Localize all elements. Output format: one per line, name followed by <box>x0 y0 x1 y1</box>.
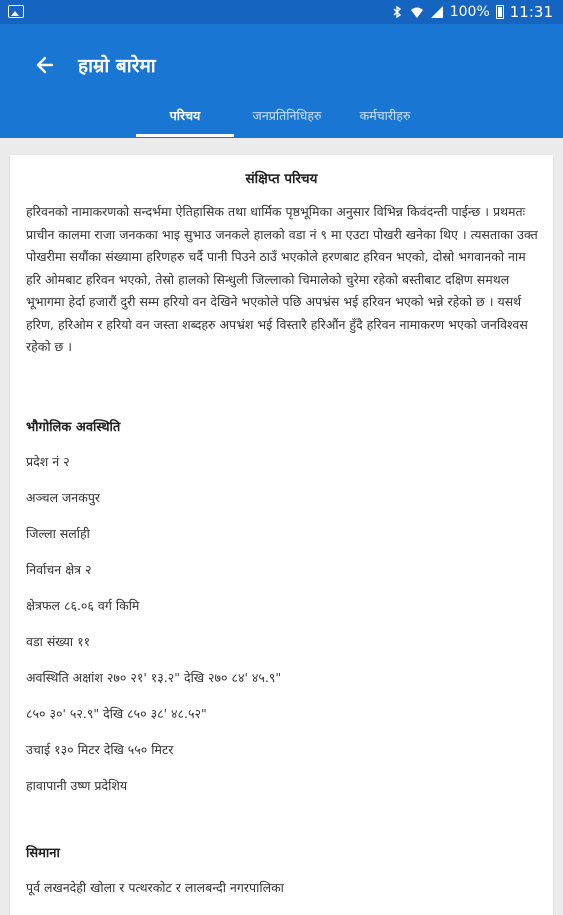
image-icon <box>8 5 24 18</box>
geo-item-climate: हावापानी उष्ण प्रदेशिय <box>26 778 128 793</box>
signal-icon <box>430 5 444 19</box>
section-heading: संक्षिप्त परिचय <box>245 171 318 187</box>
geo-item-zone: अञ्चल जनकपुर <box>26 490 101 505</box>
geo-item-district: जिल्ला सर्लाही <box>26 526 90 541</box>
content-card <box>10 155 553 915</box>
geo-item-area: क्षेत्रफल ८६.०६ वर्ग किमि <box>26 598 140 613</box>
tab-introduction[interactable]: परिचय <box>169 108 201 123</box>
arrow-left-icon[interactable] <box>30 50 60 80</box>
geo-item-province: प्रदेश नं २ <box>26 454 70 469</box>
app-bar <box>0 24 563 138</box>
geo-item-latitude: अवस्थिति अक्षांश २७० २१' १३.२" देखि २७० ८४' ४५.९" <box>26 670 282 685</box>
intro-paragraph: हरिवनको नामाकरणको सन्दर्भमा ऐतिहासिक तथा धार्मिक पृष्ठभूमिका अनुसार विभिन्न किवंदन्ती पाईन्छ । प्रथमतः प्राचीन कालमा राजा जनकका भाइ सुभाउ जनकले हालको वडा नं ९ मा एउटा पोखरी खनेका थिए । त्यसताका उक्त पोखरीमा सयौंका संख्यामा हरिणहरु चर्दै पानी पिउने ठाउँ भएकोले हरणबाट हरिवन भएको, दोस्रो भगवानको नाम हरि ओमबाट हरिवन भएको, तेस्रो हालको सिन्धुली जिल्लाको चिमालेको चुरेमा रहेको बस्तीबाट दक्षिण समथल भूभागमा हेर्दा हजारौं दुरी सम्म हरियो वन देखिने भएकोले पछि अपभ्रंस भई हरिवन भएको भन्ने रहेको छ । यसर्थ हरिण, हरिओम र हरियो वन जस्ता शब्दहरु अपभ्रंश भई विस्तारै हरिऔंन हुँदै हरिवन नामाकरण भएको जनविश्वस रहेको छ । <box>26 204 538 354</box>
geo-item-constituency: निर्वाचन क्षेत्र २ <box>26 562 92 577</box>
geo-item-wards: वडा संख्या ११ <box>26 634 91 649</box>
geo-section-title: भौगोलिक अवस्थिति <box>26 420 121 435</box>
geo-item-altitude: उचाई १३० मिटर देखि ५५० मिटर <box>26 742 174 757</box>
clock: 11:31 <box>509 3 553 21</box>
tab-staff[interactable]: कर्मचारीहरु <box>359 108 411 123</box>
wifi-icon <box>410 5 424 19</box>
tab-representatives[interactable]: जनप्रतिनिधिहरु <box>252 108 322 123</box>
page-title: हाम्रो बारेमा <box>78 55 156 77</box>
tab-indicator <box>136 134 234 137</box>
battery-icon <box>496 5 504 19</box>
border-item-east: पूर्व लखनदेही खोला र पत्थरकोट र लालबन्दी नगरपालिका <box>26 880 284 895</box>
tab-bar <box>0 104 563 138</box>
border-section-title: सिमाना <box>26 846 60 861</box>
geo-item-longitude: ८५० ३०' ५२.९" देखि ८५० ३८' ४८.५२" <box>26 706 207 721</box>
battery-percentage: 100% <box>449 4 490 20</box>
bluetooth-icon <box>390 5 404 19</box>
status-bar <box>0 0 563 24</box>
